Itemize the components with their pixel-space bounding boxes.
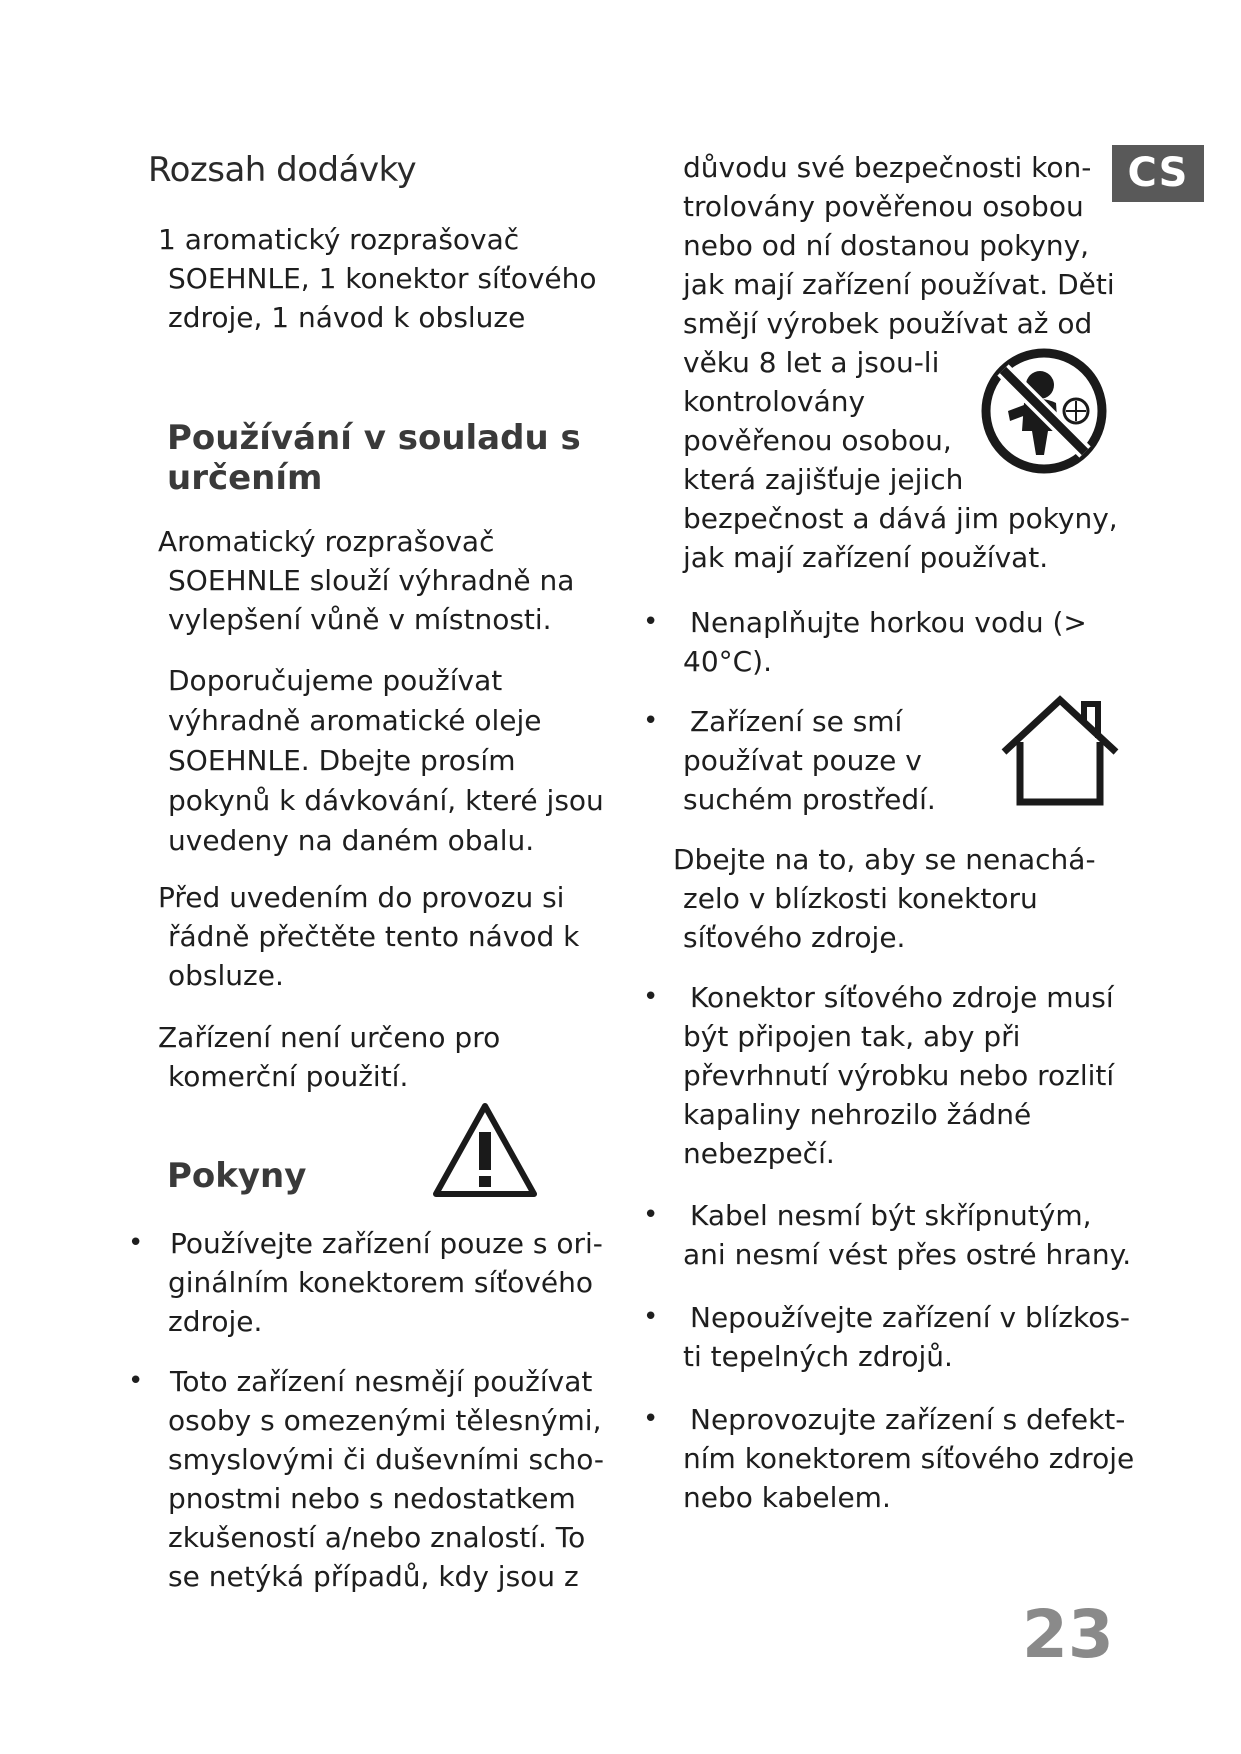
no-children-icon	[978, 345, 1110, 477]
text-line: důvodu své bezpečnosti kon-	[683, 151, 1092, 184]
text-line: Neprovozujte zařízení s defekt-	[690, 1403, 1126, 1436]
text-line: nebo od ní dostanou pokyny,	[683, 229, 1090, 262]
text-line: zdroje.	[168, 1305, 263, 1338]
text-line: ginálním konektorem síťového	[168, 1266, 594, 1299]
paragraph-commercial	[158, 1018, 500, 1096]
text-line: smyslovými či duševními scho-	[168, 1443, 604, 1476]
text-line: zkušeností a/nebo znalostí. To	[168, 1521, 586, 1554]
text-line: uvedeny na daném obalu.	[168, 824, 535, 857]
text-line: Kabel nesmí být skřípnutým,	[690, 1199, 1092, 1232]
text-line: pověřenou osobou,	[683, 424, 952, 457]
text-line: zdroje, 1 návod k obsluze	[168, 301, 526, 334]
heading-rozsah-dodavky: Rozsah dodávky	[148, 150, 417, 190]
heading-line: Používání v souladu s	[167, 418, 581, 458]
bullet-heat-sources	[683, 1298, 1130, 1376]
text-line: obsluze.	[168, 959, 284, 992]
heading-pokyny: Pokyny	[167, 1156, 307, 1196]
text-line: Nenaplňujte horkou vodu (>	[690, 606, 1087, 639]
text-line: Toto zařízení nesmějí používat	[170, 1365, 593, 1398]
bullet-cable	[683, 1196, 1131, 1274]
text-line: vylepšení vůně v místnosti.	[168, 603, 552, 636]
bullet-marker: •	[643, 1302, 659, 1332]
text-line: používat pouze v	[683, 744, 922, 777]
text-line: suchém prostředí.	[683, 783, 936, 816]
bullet-marker: •	[128, 1228, 144, 1258]
text-line: pokynů k dávkování, které jsou	[168, 784, 604, 817]
bullet-marker: •	[643, 706, 659, 736]
text-line: kontrolovány	[683, 385, 866, 418]
text-line: komerční použití.	[168, 1060, 409, 1093]
text-line: ani nesmí vést přes ostré hrany.	[683, 1238, 1132, 1271]
bullet-marker: •	[643, 607, 659, 637]
text-line: SOEHNLE slouží výhradně na	[168, 564, 575, 597]
text-line: Doporučujeme používat	[168, 664, 503, 697]
text-line: Konektor síťového zdroje musí	[690, 981, 1114, 1014]
text-line: kapaliny nehrozilo žádné	[683, 1098, 1032, 1131]
bullet-marker: •	[128, 1366, 144, 1396]
text-line: Zařízení se smí	[690, 705, 903, 738]
text-line: 1 aromatický rozprašovač	[158, 223, 520, 256]
text-line: nebo kabelem.	[683, 1481, 891, 1514]
text-line: síťového zdroje.	[683, 921, 906, 954]
bullet-marker: •	[643, 1200, 659, 1230]
paragraph-recommend	[168, 661, 604, 861]
paragraph-purpose	[158, 522, 574, 639]
text-line: Dbejte na to, aby se nenachá-	[673, 843, 1096, 876]
page-number: 23	[1022, 1596, 1114, 1673]
text-line: ti tepelných zdrojů.	[683, 1340, 953, 1373]
text-line: smějí výrobek používat až od	[683, 307, 1093, 340]
text-line: Nepoužívejte zařízení v blízkos-	[690, 1301, 1131, 1334]
house-icon	[998, 690, 1122, 808]
warning-triangle-icon	[430, 1100, 540, 1200]
text-line: řádně přečtěte tento návod k	[168, 920, 580, 953]
text-line: Aromatický rozprašovač	[158, 525, 495, 558]
paragraph-adapter-proximity	[673, 840, 1096, 957]
language-badge: CS	[1112, 145, 1204, 202]
text-line: bezpečnost a dává jim pokyny,	[683, 502, 1118, 535]
bullet-marker: •	[643, 982, 659, 1012]
text-line: zelo v blízkosti konektoru	[683, 882, 1038, 915]
text-line: Před uvedením do provozu si	[158, 881, 565, 914]
text-line: která zajišťuje jejich	[683, 463, 964, 496]
text-line: se netýká případů, kdy jsou z	[168, 1560, 579, 1593]
text-line: ním konektorem síťového zdroje	[683, 1442, 1135, 1475]
text-line: SOEHNLE. Dbejte prosím	[168, 744, 516, 777]
bullet-defective-adapter	[683, 1400, 1134, 1517]
bullet-restricted-persons	[168, 1362, 604, 1596]
text-line: převrhnutí výrobku nebo rozlití	[683, 1059, 1115, 1092]
text-line: SOEHNLE, 1 konektor síťového	[168, 262, 597, 295]
text-line: nebezpečí.	[683, 1137, 835, 1170]
text-line: trolovány pověřenou osobou	[683, 190, 1084, 223]
heading-pouzivani	[167, 418, 581, 498]
text-line: jak mají zařízení používat.	[683, 541, 1049, 574]
bullet-dry-environment	[683, 702, 936, 819]
text-line: 40°C).	[683, 645, 773, 678]
bullet-adapter-connection	[683, 978, 1114, 1173]
heading-line: určením	[167, 458, 323, 498]
text-line: osoby s omezenými tělesnými,	[168, 1404, 602, 1437]
paragraph-before-use	[158, 878, 579, 995]
paragraph-scope	[158, 220, 597, 337]
text-line: jak mají zařízení používat. Děti	[683, 268, 1115, 301]
text-line: Zařízení není určeno pro	[158, 1021, 501, 1054]
text-line: výhradně aromatické oleje	[168, 704, 542, 737]
bullet-marker: •	[643, 1404, 659, 1434]
text-line: Používejte zařízení pouze s ori-	[170, 1227, 603, 1260]
text-line: věku 8 let a jsou-li	[683, 346, 940, 379]
text-line: být připojen tak, aby při	[683, 1020, 1021, 1053]
text-line: pnostmi nebo s nedostatkem	[168, 1482, 576, 1515]
bullet-hot-water	[683, 603, 1087, 681]
bullet-original-adapter	[168, 1224, 603, 1341]
